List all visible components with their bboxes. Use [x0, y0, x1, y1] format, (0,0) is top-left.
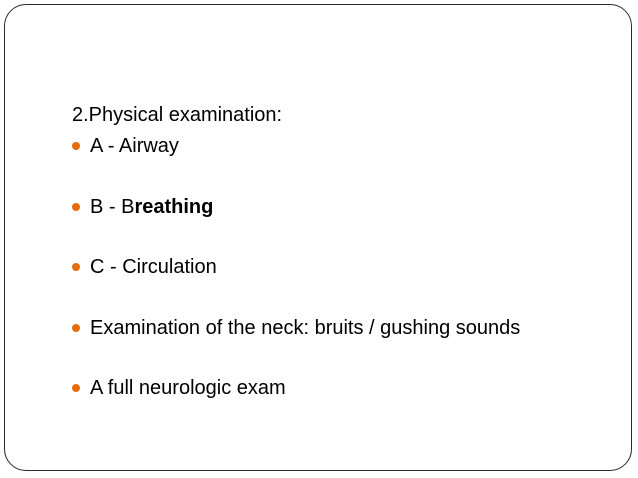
bullet-item-neck-exam	[72, 316, 520, 340]
bullet-text: A - Airway	[90, 135, 179, 157]
bullet-dot-icon	[72, 203, 80, 211]
bullet-dot-icon	[72, 384, 80, 392]
bullet-text-prefix: B - B	[90, 196, 135, 218]
bullet-item-circulation	[72, 255, 217, 279]
bullet-item-airway	[72, 134, 179, 158]
slide-heading: 2.Physical examination:	[72, 104, 283, 126]
bullet-text: Examination of the neck: bruits / gushing sounds	[90, 317, 521, 339]
bullet-dot-icon	[72, 324, 80, 332]
bullet-dot-icon	[72, 263, 80, 271]
bullet-text-bold: reathing	[134, 196, 214, 218]
bullet-text: A full neurologic exam	[90, 377, 286, 399]
bullet-item-neurologic-exam	[72, 376, 286, 400]
bullet-dot-icon	[72, 142, 80, 150]
slide-frame	[4, 4, 632, 471]
bullet-text: C - Circulation	[90, 256, 217, 278]
bullet-item-breathing	[72, 195, 213, 219]
